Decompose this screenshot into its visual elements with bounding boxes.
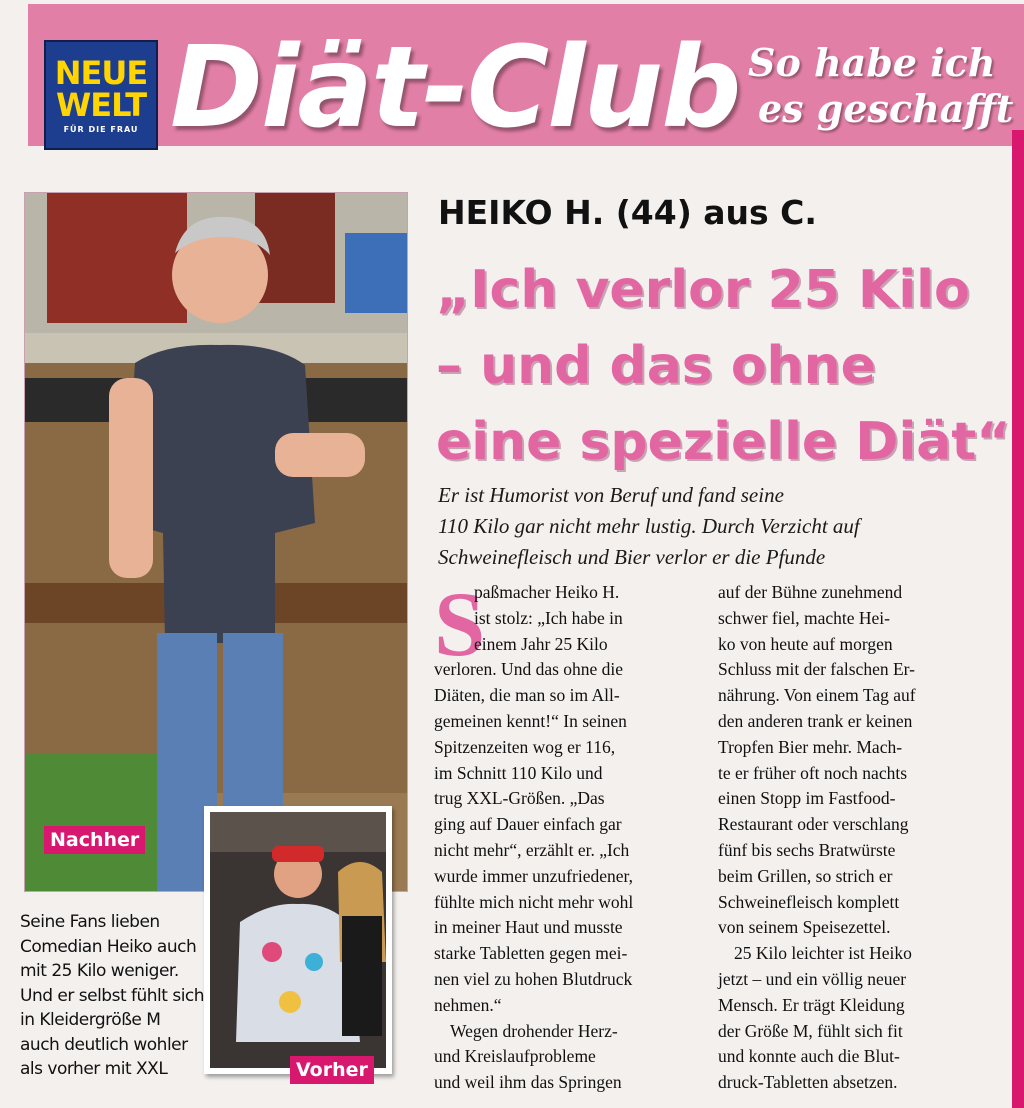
- caption-line: auch deutlich wohler: [20, 1034, 188, 1055]
- body-line: Schluss mit der falschen Er-: [718, 659, 915, 680]
- before-photo: [204, 806, 392, 1074]
- body-line: den anderen trank er keinen: [718, 710, 913, 731]
- before-photo-illustration: [210, 812, 386, 1068]
- article-teaser: [438, 480, 998, 573]
- body-line: Restaurant oder verschlang: [718, 814, 909, 835]
- after-label: Nachher: [44, 826, 145, 854]
- caption-line: Comedian Heiko auch: [20, 936, 197, 957]
- headline-line: „Ich verlor 25 Kilo: [436, 260, 970, 320]
- body-line: Schweinefleisch komplett: [718, 891, 900, 912]
- caption-line: Seine Fans lieben: [20, 912, 160, 932]
- body-line: auf der Bühne zunehmend: [718, 582, 903, 602]
- teaser-line: Er ist Humorist von Beruf und fand seine: [438, 483, 784, 507]
- body-line: druck-Tabletten absetzen.: [718, 1072, 898, 1093]
- body-line: fünf bis sechs Bratwürste: [718, 839, 896, 860]
- body-line: und konnte auch die Blut-: [718, 1046, 900, 1067]
- body-line: ging auf Dauer einfach gar: [434, 814, 622, 835]
- headline-line: eine spezielle Diät“: [436, 412, 1011, 472]
- body-line: nen viel zu hohen Blutdruck: [434, 968, 633, 989]
- body-line: Wegen drohender Herz-: [450, 1020, 618, 1041]
- caption-line: in Kleidergröße M: [20, 1010, 161, 1030]
- drop-cap: S: [434, 573, 486, 675]
- logo-tagline: FÜR DIE FRAU: [63, 124, 139, 134]
- logo-word-2: WELT: [55, 85, 147, 124]
- body-line: ist stolz: „Ich habe in: [474, 607, 623, 628]
- article-subject: HEIKO H. (44) aus C.: [438, 193, 817, 232]
- body-line: beim Grillen, so strich er: [718, 865, 893, 886]
- section-slogan: [748, 40, 1018, 132]
- body-line: und weil ihm das Springen: [434, 1072, 622, 1093]
- body-line: in meiner Haut und musste: [434, 917, 623, 938]
- after-photo-illustration: [25, 193, 408, 892]
- body-line: gemeinen kennt!“ In seinen: [434, 710, 627, 731]
- body-line: nährung. Von einem Tag auf: [718, 685, 916, 706]
- body-line: paßmacher Heiko H.: [474, 582, 620, 602]
- teaser-line: 110 Kilo gar nicht mehr lustig. Durch Verzicht auf: [438, 514, 860, 538]
- body-line: von seinem Speisezettel.: [718, 917, 891, 938]
- magazine-logo: [44, 40, 158, 150]
- photo-caption: [20, 910, 210, 1082]
- body-line: wurde immer unzufriedener,: [434, 865, 634, 886]
- body-line: einem Jahr 25 Kilo: [474, 633, 608, 654]
- body-line: jetzt – und ein völlig neuer: [718, 968, 907, 989]
- body-line: schwer fiel, machte Hei-: [718, 607, 891, 628]
- caption-line: mit 25 Kilo weniger.: [20, 961, 179, 981]
- body-line: Diäten, die man so im All-: [434, 685, 620, 706]
- slogan-line: es geschafft: [758, 86, 1014, 131]
- body-line: nicht mehr“, erzählt er. „Ich: [434, 839, 630, 860]
- before-label: Vorher: [290, 1056, 374, 1084]
- slogan-line: So habe ich: [748, 40, 996, 85]
- article-column-1: [434, 573, 696, 1096]
- body-line: im Schnitt 110 Kilo und: [434, 762, 603, 783]
- body-line: Tropfen Bier mehr. Mach-: [718, 736, 903, 757]
- body-line: starke Tabletten gegen mei-: [434, 943, 628, 964]
- after-photo: [24, 192, 408, 892]
- body-line: und Kreislaufprobleme: [434, 1046, 596, 1067]
- article-headline: [436, 252, 1011, 480]
- caption-line: Und er selbst fühlt sich: [20, 985, 205, 1006]
- body-line: fühlte mich nicht mehr wohl: [434, 891, 634, 912]
- body-line: Mensch. Er trägt Kleidung: [718, 994, 905, 1015]
- caption-line: als vorher mit XXL: [20, 1059, 168, 1079]
- body-line: trug XXL-Größen. „Das: [434, 788, 605, 809]
- headline-line: – und das ohne: [436, 336, 876, 396]
- body-line: verloren. Und das ohne die: [434, 659, 624, 680]
- body-line: nehmen.“: [434, 994, 502, 1015]
- article-column-2: [718, 580, 988, 1096]
- page-edge-bar: [1012, 130, 1024, 1108]
- body-line: ko von heute auf morgen: [718, 633, 893, 654]
- logo-word-1: NEUE: [54, 53, 148, 92]
- body-line: 25 Kilo leichter ist Heiko: [734, 943, 912, 964]
- body-line: Spitzenzeiten wog er 116,: [434, 736, 616, 757]
- body-line: te er früher oft noch nachts: [718, 762, 908, 783]
- body-line: der Größe M, fühlt sich fit: [718, 1020, 903, 1041]
- section-title: Diät-Club: [170, 23, 740, 153]
- body-line: einen Stopp im Fastfood-: [718, 788, 896, 809]
- teaser-line: Schweinefleisch und Bier verlor er die Pfunde: [438, 545, 826, 569]
